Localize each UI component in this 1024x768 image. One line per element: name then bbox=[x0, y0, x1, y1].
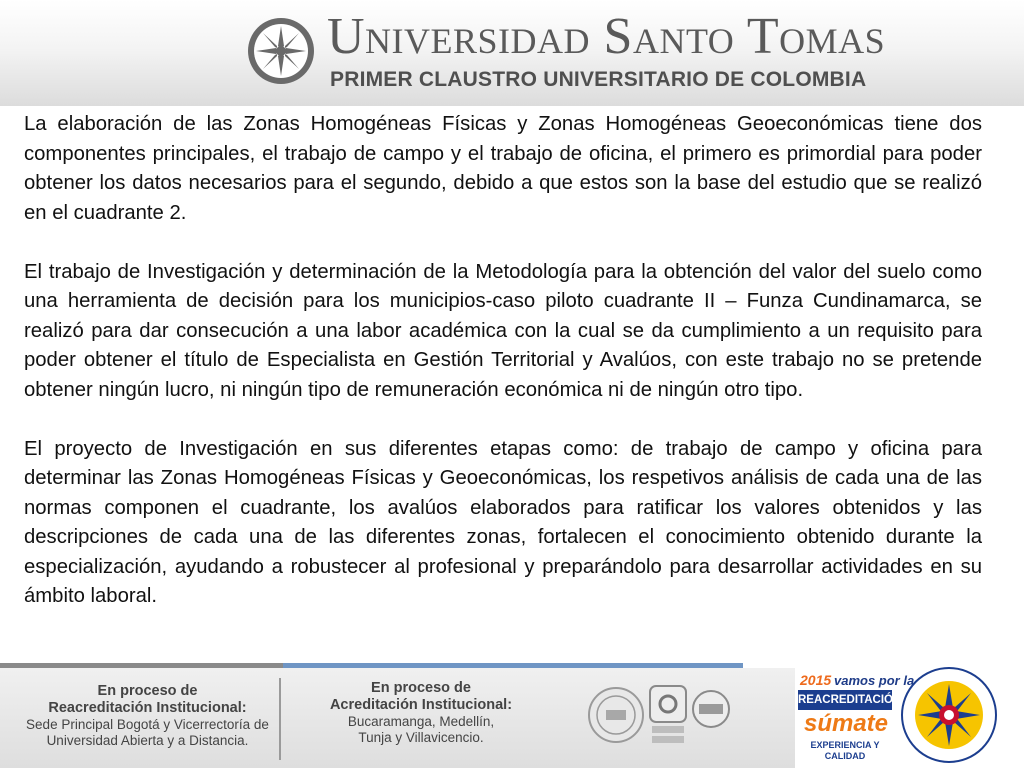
page-header bbox=[0, 0, 1024, 106]
university-subtitle: PRIMER CLAUSTRO UNIVERSITARIO DE COLOMBIA bbox=[330, 68, 867, 91]
slide-body bbox=[24, 110, 982, 612]
campaign-word: súmate bbox=[803, 710, 889, 737]
footer-right-line1: En proceso de bbox=[371, 680, 471, 696]
paragraph-1: La elaboración de las Zonas Homogéneas Físicas y Zonas Homogéneas Geoeconómicas tiene dos componentes principales, el trabajo de campo y el trabajo de oficina, el primero es primordial para poder obtener los datos necesarios para el segundo, debido a que estos son la base del estudio que se realizó en el cuadrante 2. bbox=[24, 113, 982, 224]
campaign-band: REACREDITACIÓN bbox=[798, 690, 892, 710]
campaign-year: 2015 bbox=[800, 672, 832, 688]
footer-left-line2: Reacreditación Institucional: bbox=[48, 700, 247, 716]
reaccreditation-campaign-logo bbox=[798, 666, 915, 761]
footer-reaccreditation bbox=[20, 683, 275, 749]
footer-accreditation bbox=[290, 680, 552, 746]
institutional-accreditation-seal-icon bbox=[900, 666, 998, 764]
paragraph-2: El trabajo de Investigación y determinación de la Metodología para la obtención del valor del suelo como una herramienta de decisión para los municipios-caso piloto cuadrante II – Funza Cundinamarca, se realizó para dar consecución a una labor académica con la cual se da cumplimiento a un requisito para poder obtener el título de Especialista en Gestión Territorial y Avalúos, con este trabajo no se pretende obtener ningún lucro, ni ningún tipo de remuneración económica ni de ningún otro tipo. bbox=[24, 260, 982, 401]
university-seal-icon bbox=[246, 16, 316, 86]
campaign-slogan: EXPERIENCIA Y CALIDAD bbox=[810, 740, 880, 761]
footer-left-line1: En proceso de bbox=[97, 683, 198, 699]
footer-right-line2: Acreditación Institucional: bbox=[329, 697, 513, 713]
accreditation-seal-icon bbox=[587, 686, 645, 744]
campaign-tagline: vamos por la bbox=[834, 673, 915, 688]
iqnet-certification-icon bbox=[691, 689, 731, 729]
iso-certification-icon bbox=[648, 684, 688, 746]
footer-right-line4: Tunja y Villavicencio. bbox=[358, 730, 484, 745]
paragraph-3: El proyecto de Investigación en sus diferentes etapas como: de trabajo de campo y oficina para determinar las Zonas Homogéneas Físicas y Geoeconómicas, los respetivos análisis de cada una de las normas componen el cuadrante, los avalúos elaborados para ratificar los valores obtenidos y las descripciones de cada una de las diferentes zonas, fortalecen el conocimiento obtenido durante la especialización, ayudando a robustecer al profesional y preparándolo para desarrollar actividades en su ámbito laboral. bbox=[24, 437, 982, 607]
footer-right-line3: Bucaramanga, Medellín, bbox=[347, 714, 495, 729]
footer-left-line4: Universidad Abierta y a Distancia. bbox=[46, 733, 249, 748]
university-name: Universidad Santo Tomas bbox=[327, 8, 886, 65]
footer-left-line3: Sede Principal Bogotá y Vicerrectoría de bbox=[26, 717, 269, 732]
footer-separator bbox=[279, 678, 281, 760]
